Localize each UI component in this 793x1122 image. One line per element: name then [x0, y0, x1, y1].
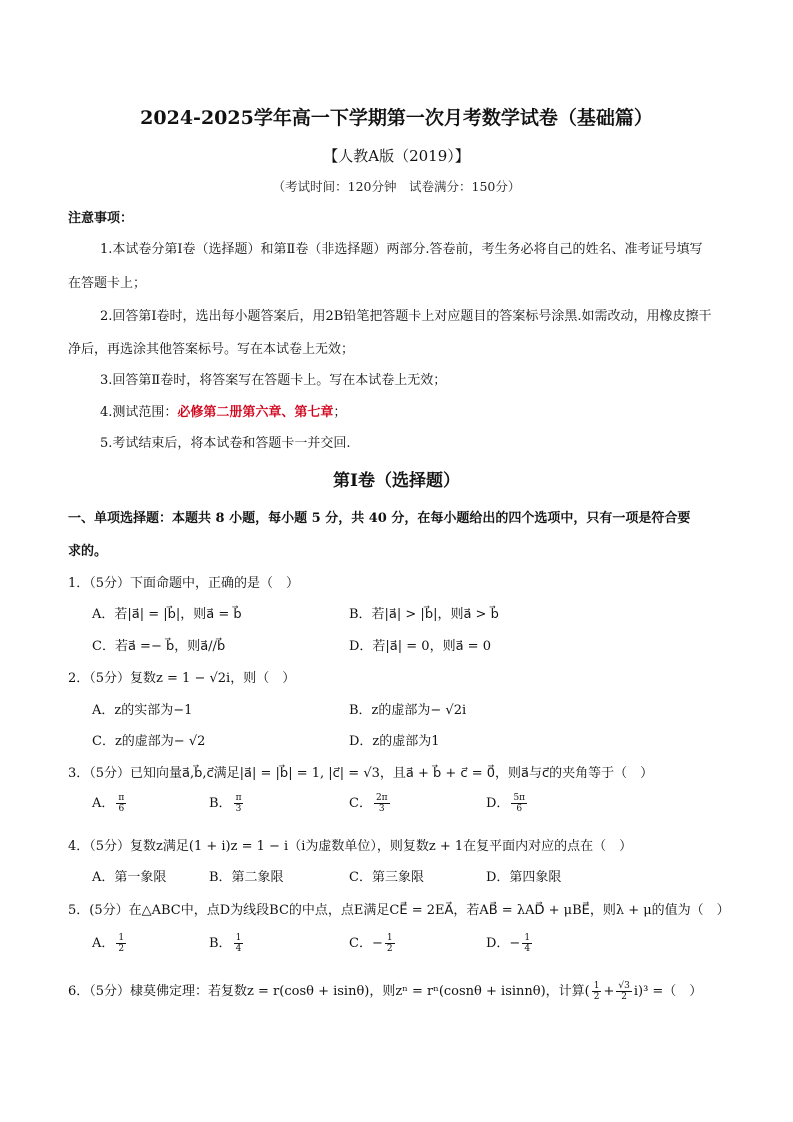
q5-b-fraction [234, 933, 244, 954]
q3-b-label: B． [209, 796, 232, 811]
q6-frac1-num: 1 [593, 981, 600, 991]
q2-option-b: B．z的虚部为− √2i [349, 703, 467, 718]
q3-d-num: 5π [513, 793, 526, 803]
q6-stem-part2: i)³ =（ ） [633, 984, 703, 999]
question-4-stem: 4．（5分）复数z满足(1 + i)z = 1 − i（i为虚数单位），则复数z + 1在复平面内对应的点在（ ） [68, 839, 633, 854]
exam-info: （考试时间：120分钟 试卷满分：150分） [272, 179, 521, 194]
q6-frac-2 [616, 981, 631, 1002]
page-title: 2024-2025学年高一下学期第一次月考数学试卷（基础篇） [140, 107, 653, 129]
q4-option-c: C．第三象限 [349, 870, 424, 885]
q3-a-label: A． [92, 796, 115, 811]
q5-option-d [486, 932, 534, 954]
section-instructions-1: 一、单项选择题：本题共 8 小题，每小题 5 分，共 40 分，在每小题给出的四个选项中，只有一项是符合要 [68, 511, 691, 526]
edition-label: 【人教A版（2019）】 [323, 147, 470, 165]
q6-frac2-num: √3 [618, 981, 630, 991]
question-3-stem: 3．（5分）已知向量a⃗,b⃗,c⃗满足|a⃗| = |b⃗| = 1, |c⃗| = √3，且a⃗ + b⃗ + c⃗ = 0⃗，则a⃗与c⃗的夹角等于（ ） [68, 766, 654, 781]
q5-c-fraction [385, 933, 395, 954]
q1-option-d: D．若|a⃗| = 0，则a⃗ = 0 [349, 639, 491, 654]
notice-item-4-prefix: 4.测试范围： [100, 405, 178, 420]
q1-option-c: C．若a⃗ =− b⃗，则a⃗//b⃗ [92, 639, 226, 654]
q3-c-den: 3 [378, 804, 385, 814]
q6-frac-1 [592, 981, 602, 1002]
q5-option-b [209, 932, 245, 954]
q5-b-label: B． [209, 936, 232, 951]
q5-d-num: 1 [524, 933, 531, 943]
q3-a-num: π [118, 793, 125, 803]
q3-d-fraction [511, 793, 527, 814]
q1-option-a: A．若|a⃗| = |b⃗|，则a⃗ = b⃗ [92, 607, 242, 622]
q5-a-fraction [116, 933, 126, 954]
q3-a-fraction [116, 793, 126, 814]
notice-item-2: 2.回答第Ⅰ卷时，选出每小题答案后，用2B铅笔把答题卡上对应题目的答案标号涂黑.如需改动，用橡皮擦干 [100, 309, 712, 324]
q2-option-d: D．z的虚部为1 [349, 734, 440, 749]
notice-item-1: 1.本试卷分第Ⅰ卷（选择题）和第Ⅱ卷（非选择题）两部分.答卷前，考生务必将自己的姓名、准考证号填写 [100, 242, 703, 257]
q5-c-label: C．− [349, 936, 383, 951]
q3-option-b [209, 792, 245, 814]
q3-c-label: C． [349, 796, 372, 811]
notice-item-2-cont: 净后，再选涂其他答案标号。写在本试卷上无效； [68, 342, 355, 357]
q5-c-den: 2 [386, 944, 393, 954]
q5-option-a [92, 932, 128, 954]
q5-c-num: 1 [386, 933, 393, 943]
q3-b-den: 3 [235, 804, 242, 814]
q4-option-b: B．第二象限 [209, 870, 284, 885]
question-6-stem [68, 980, 702, 1002]
q5-option-c [349, 932, 397, 954]
notice-item-4-suffix: ； [333, 405, 347, 420]
notice-item-3: 3.回答第Ⅱ卷时，将答案写在答题卡上。写在本试卷上无效； [100, 373, 447, 388]
q3-option-d [486, 792, 529, 814]
section-instructions-2: 求的。 [68, 544, 108, 559]
q3-c-fraction [374, 793, 390, 814]
q3-option-c [349, 792, 392, 814]
notice-item-4 [100, 401, 346, 420]
q3-d-label: D． [486, 796, 510, 811]
q5-a-label: A． [92, 936, 115, 951]
q6-frac1-den: 2 [593, 992, 600, 1002]
q4-option-d: D．第四象限 [486, 870, 562, 885]
q6-frac2-den: 2 [621, 992, 627, 1002]
q5-b-num: 1 [235, 933, 242, 943]
q2-option-c: C．z的虚部为− √2 [92, 734, 206, 749]
question-1-stem: 1．（5分）下面命题中，正确的是（ ） [68, 576, 300, 591]
test-range: 必修第二册第六章、第七章 [177, 405, 334, 420]
section-title: 第Ⅰ卷（选择题） [333, 471, 460, 491]
q1-option-b: B．若|a⃗| > |b⃗|，则a⃗ > b⃗ [349, 607, 499, 622]
q5-d-den: 4 [524, 944, 531, 954]
q3-b-fraction [234, 793, 244, 814]
notice-heading: 注意事项： [68, 211, 134, 226]
q3-a-den: 6 [118, 804, 125, 814]
q6-plus: + [603, 984, 615, 999]
q2-option-a: A．z的实部为−1 [92, 703, 193, 718]
q3-option-a [92, 792, 128, 814]
q3-c-num: 2π [375, 793, 388, 803]
q3-d-den: 6 [516, 804, 523, 814]
q3-b-num: π [235, 793, 242, 803]
q5-d-label: D．− [486, 936, 521, 951]
q5-d-fraction [522, 933, 532, 954]
q4-option-a: A．第一象限 [92, 870, 167, 885]
question-2-stem: 2．（5分）复数z = 1 − √2i，则（ ） [68, 671, 296, 686]
notice-item-1-cont: 在答题卡上； [68, 276, 147, 291]
q5-b-den: 4 [235, 944, 242, 954]
q5-a-num: 1 [118, 933, 125, 943]
notice-item-5: 5.考试结束后，将本试卷和答题卡一并交回. [100, 436, 351, 451]
q6-stem-part1: 6．（5分）棣莫佛定理：若复数z = r(cosθ + isinθ)，则zⁿ = rⁿ(cosnθ + isinnθ)，计算( [68, 984, 590, 999]
q5-a-den: 2 [118, 944, 125, 954]
question-5-stem: 5．(5分）在△ABC中，点D为线段BC的中点，点E满足CE⃗ = 2EA⃗，若AB⃗ = λAD⃗ + μBE⃗，则λ + μ的值为（ ） [68, 903, 730, 918]
